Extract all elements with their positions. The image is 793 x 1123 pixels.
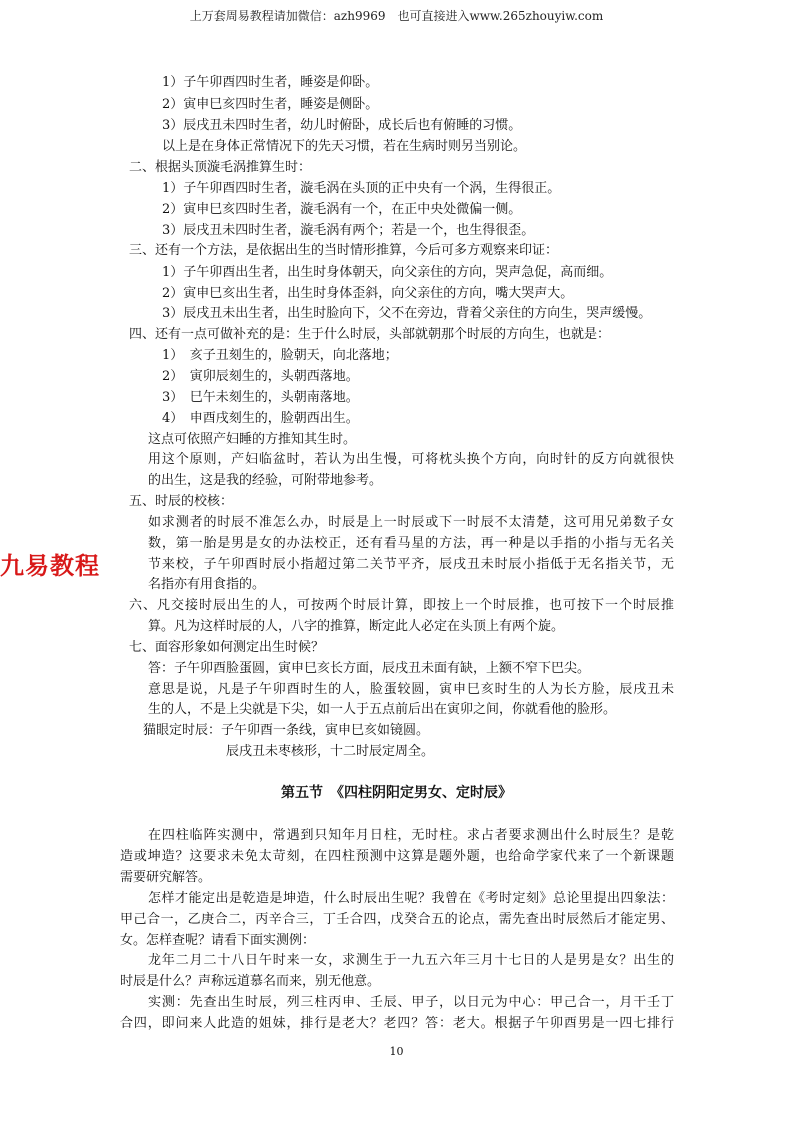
watermark-logo: 九易教程 [0,552,100,580]
list-heading: 二、根据头顶漩毛涡推算生时： [129,160,312,175]
text-line: 猫眼定时辰：子午卯酉一条线，寅申巳亥如镜圆。 [143,723,430,738]
text-line: 1）子午卯酉四时生者，睡姿是仰卧。 [162,75,379,90]
text-line: 辰戌丑未枣核形，十二时辰定周全。 [226,744,435,759]
text-line: 1）子午卯酉四时生者，漩毛涡在头顶的正中央有一个涡，生得很正。 [162,181,561,196]
text-line: 生的人，不是上尖就是下尖，如一人于五点前后出在寅卯之间，你就看他的脸形。 [148,702,617,717]
text-line: 1）子午卯酉出生者，出生时身体朝天，向父亲住的方向，哭声急促，高而细。 [162,265,613,280]
text-line: 3） 巳午未刻生的，头朝南落地。 [162,390,359,405]
text-line: 3）辰戌丑未四时生者，幼儿时俯卧，成长后也有俯睡的习惯。 [162,118,522,133]
text-line: 以上是在身体正常情况下的先天习惯，若在生病时则另当别论。 [162,139,527,154]
text-line: 2）寅申巳亥四时生者，睡姿是侧卧。 [162,97,379,112]
paragraph-line: 实测：先查出生时辰，列三柱丙申、壬辰、甲子，以日元为中心：甲己合一，月干壬丁 [148,995,674,1010]
page-header: 上万套周易教程请加微信：azh9969 也可直接进入www.265zhouyiw.com [189,9,604,23]
paragraph-line: 造或坤造？这要求未免太苛刻，在四柱预测中这算是题外题，也给命学家代来了一个新课题 [120,849,674,864]
text-line: 2）寅申巳亥出生者，出生时身体歪斜，向父亲住的方向，嘴大哭声大。 [162,286,574,301]
list-heading: 四、还有一点可做补充的是：生于什么时辰，头部就朝那个时辰的方向生，也就是： [129,327,611,342]
paragraph-line: 时辰是什么？声称远道慕名而来，别无他意。 [120,974,381,989]
list-heading: 六、凡交接时辰出生的人，可按两个时辰计算，即按上一个时辰推，也可按下一个时辰推 [129,598,674,613]
paragraph-line: 甲己合一，乙庚合二，丙辛合三，丁壬合四，戊癸合五的论点，需先查出时辰然后才能定男、 [120,912,674,927]
page-number: 10 [389,1045,404,1058]
text-line: 4） 申酉戌刻生的，脸朝西出生。 [162,411,359,426]
text-line: 3）辰戌丑未四时生者，漩毛涡有两个；若是一个，也生得很歪。 [162,223,535,238]
paragraph-line: 龙年二月二十八日午时来一女，求测生于一九五六年三月十七日的人是男是女？出生的 [148,953,674,968]
text-line: 名指亦有用食指的。 [148,577,266,592]
text-line: 这点可依照产妇睡的方推知其生时。 [148,432,357,447]
text-line: 答：子午卯酉脸蛋圆，寅申巳亥长方面，辰戌丑未面有缺，上额不窄下巴尖。 [148,661,591,676]
paragraph-line: 需要研究解答。 [120,870,212,885]
list-heading: 三、还有一个方法，是依据出生的当时情形推算，今后可多方观察来印证： [129,243,559,258]
paragraph-line: 合四，即问来人此造的姐妹，排行是老大？老四？答：老大。根据子午卯酉男是一四七排行 [120,1016,674,1031]
paragraph-line: 女。怎样查呢？请看下面实测例： [120,933,316,948]
text-line: 的出生，这是我的经验，可附带地参考。 [148,473,383,488]
text-line: 节来校，子午卯酉时辰小指超过第二关节平齐，辰戌丑未时辰小指低于无名指关节，无 [148,557,674,572]
text-line: 用这个原则，产妇临盆时，若认为出生慢，可将枕头换个方向，向时针的反方向就很快 [148,452,674,467]
text-line: 数，第一胎是男是女的办法校正，还有看马星的方法，再一种是以手指的小指与无名关 [148,536,674,551]
text-line: 2） 寅卯辰刻生的，头朝西落地。 [162,369,359,384]
text-line: 算。凡为这样时辰的人，八字的推算，断定此人必定在头顶上有两个旋。 [148,619,565,634]
text-line: 3）辰戌丑未出生者，出生时脸向下，父不在旁边，背着父亲住的方向生，哭声缓慢。 [162,306,652,321]
text-line: 2）寅申巳亥四时生者，漩毛涡有一个，在正中央处微偏一侧。 [162,202,522,217]
list-heading: 五、时辰的校核： [129,494,234,509]
text-line: 1） 亥子丑刻生的，脸朝天，向北落地； [162,348,398,363]
paragraph-line: 在四柱临阵实测中，常遇到只知年月日柱，无时柱。求占者要求测出什么时辰生？是乾 [148,828,674,843]
text-line: 如求测者的时辰不准怎么办，时辰是上一时辰或下一时辰不太清楚，这可用兄弟数子女 [148,515,674,530]
paragraph-line: 怎样才能定出是乾造是坤造，什么时辰出生呢？我曾在《考时定刻》总论里提出四象法： [148,891,674,906]
section-heading: 第五节 《四柱阴阳定男女、定时辰》 [281,785,512,801]
list-heading: 七、面容形象如何测定出生时候？ [129,640,325,655]
text-line: 意思是说，凡是子午卯酉时生的人，脸蛋较圆，寅申巳亥时生的人为长方脸，辰戌丑未 [148,682,674,697]
